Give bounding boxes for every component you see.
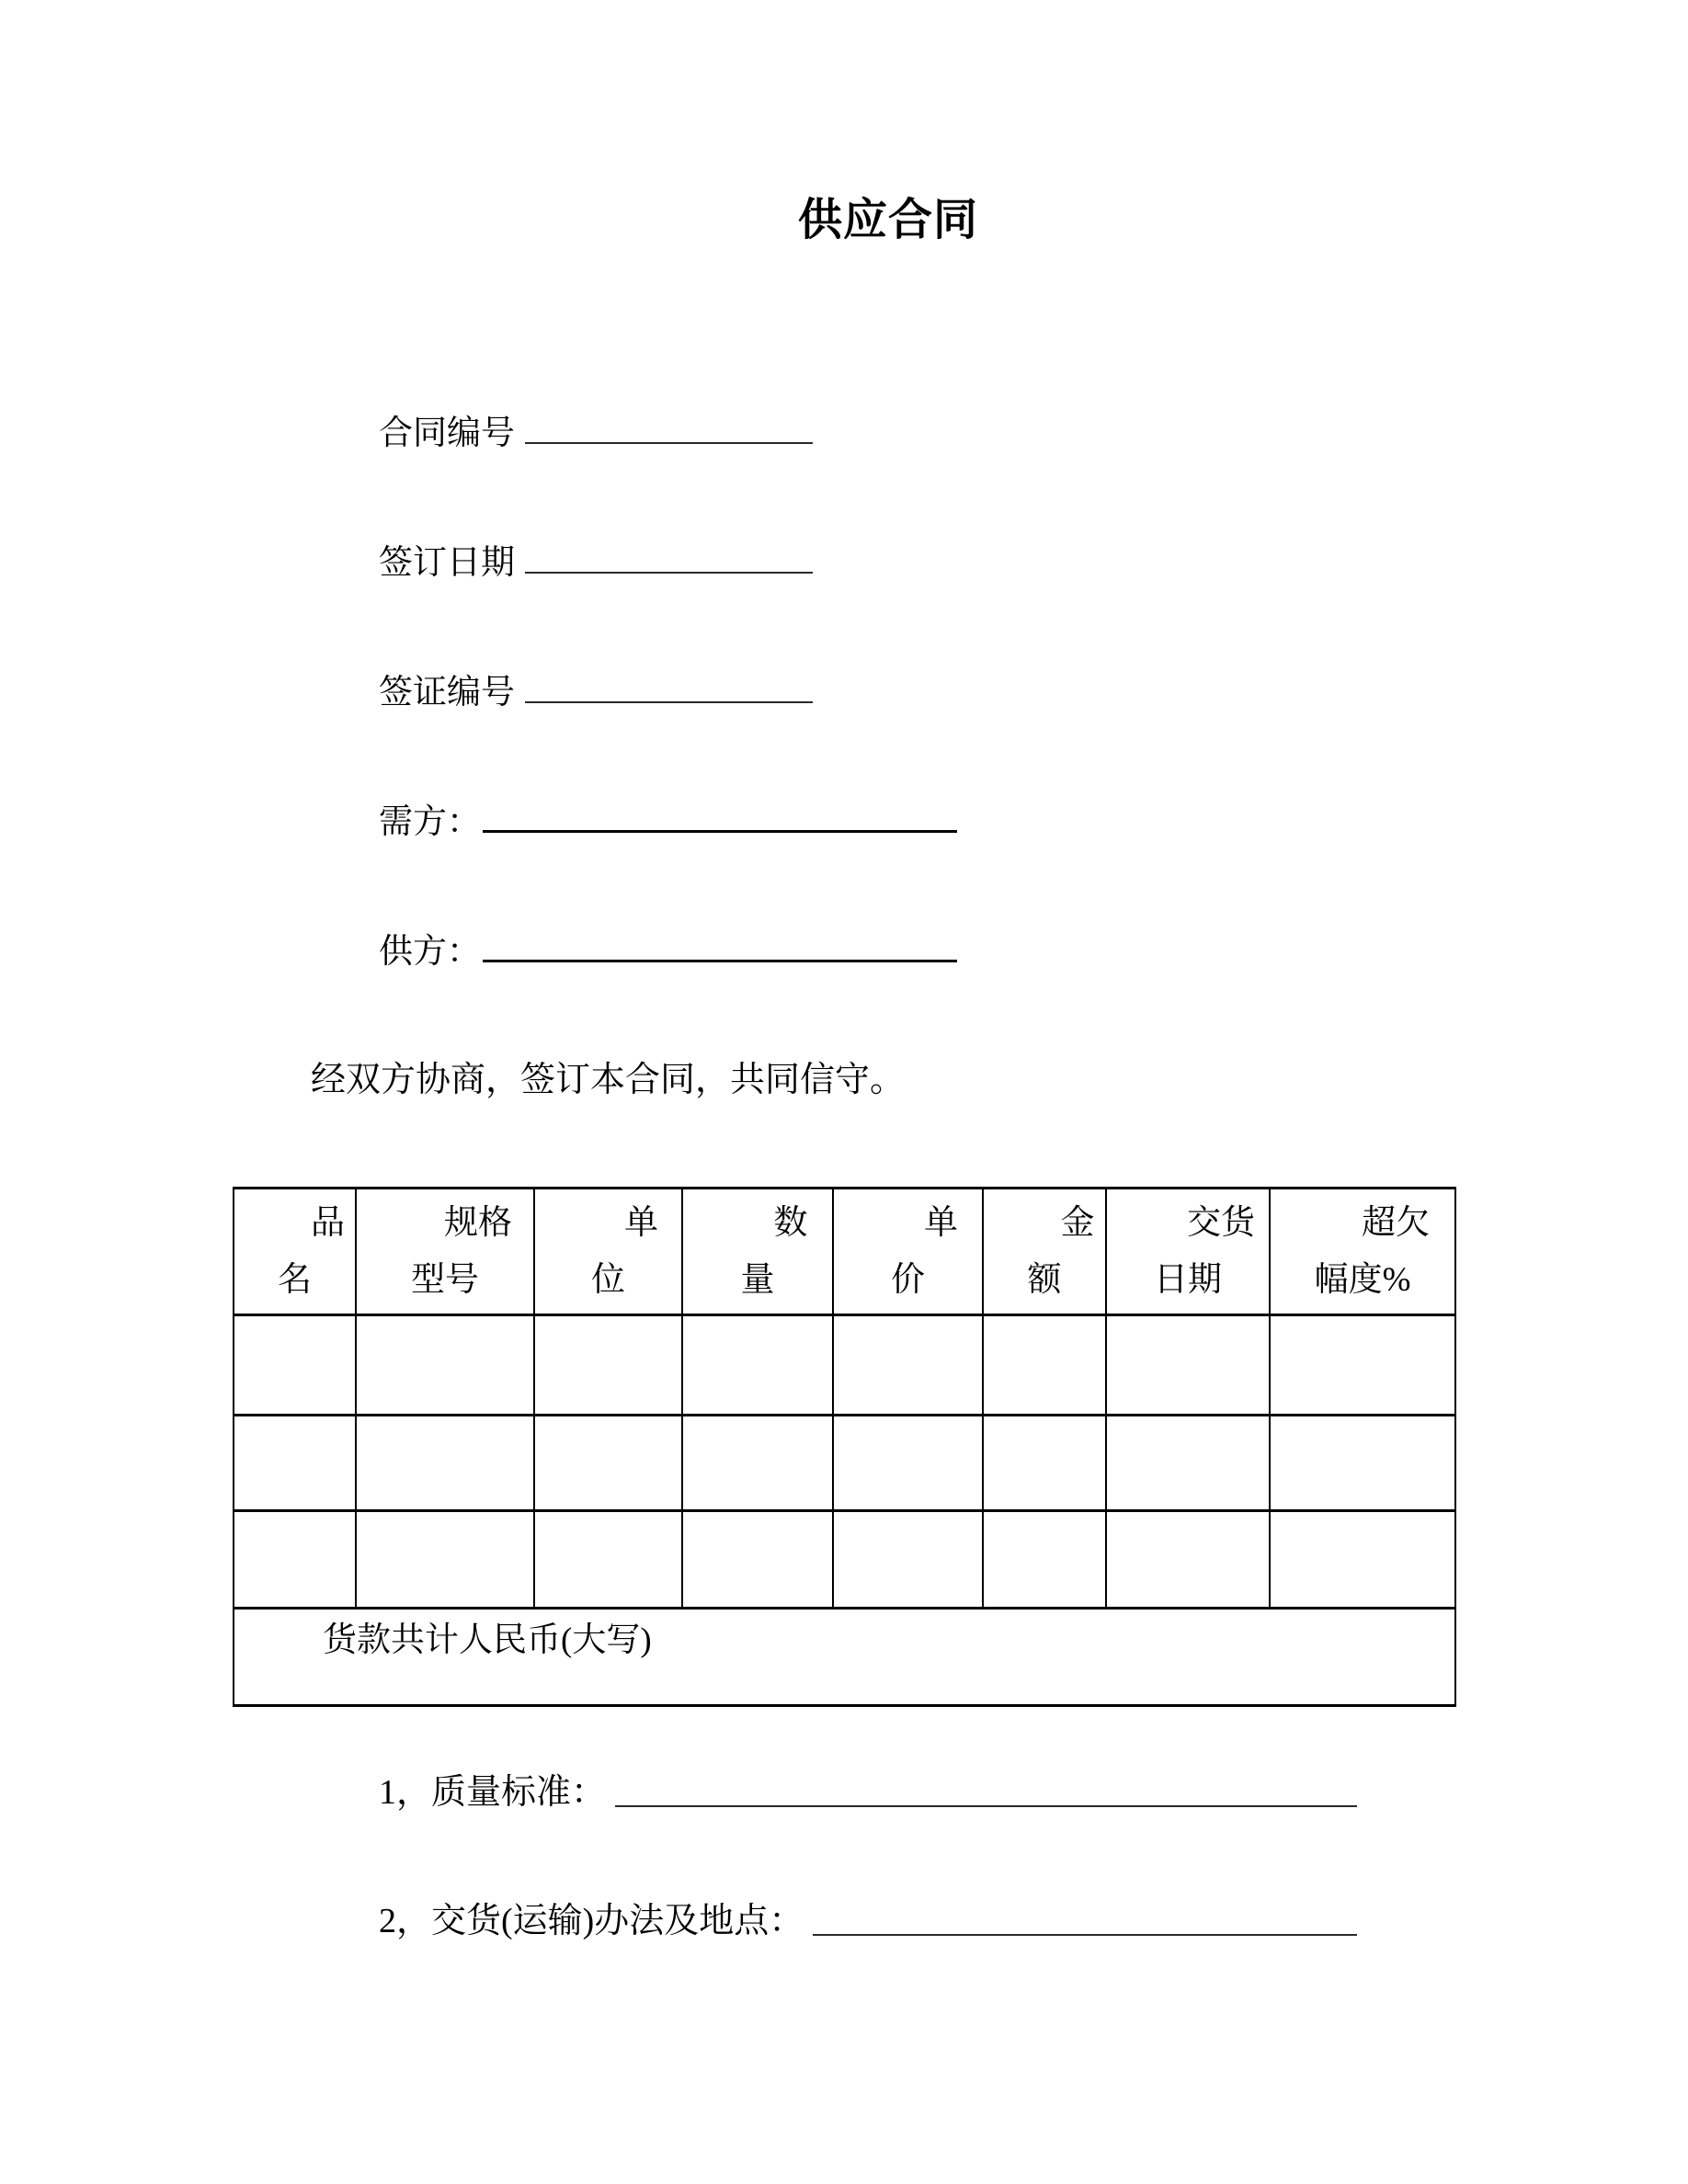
intro-text: 经双方协商，签订本合同，共同信守。	[311, 1061, 906, 1099]
total-amount-label: 货款共计人民币(大写)	[323, 1621, 652, 1659]
table-cell[interactable]	[534, 1315, 682, 1416]
table-cell[interactable]	[983, 1511, 1106, 1609]
table-cell[interactable]	[234, 1315, 356, 1416]
supplier-label: 供方：	[379, 933, 481, 971]
demander-label: 需方：	[379, 803, 481, 841]
table-header-row	[234, 1189, 1455, 1315]
col-quantity: 数 量	[682, 1189, 833, 1315]
table-total-row	[234, 1609, 1455, 1706]
total-amount-cell[interactable]	[234, 1609, 1455, 1706]
clause-delivery-method-label: 2，交货(运输)办法及地点：	[379, 1902, 804, 1940]
table-cell[interactable]	[983, 1315, 1106, 1416]
table-cell[interactable]	[1106, 1315, 1270, 1416]
demander-blank[interactable]	[483, 828, 957, 833]
table-cell[interactable]	[1106, 1416, 1270, 1511]
table-cell[interactable]	[534, 1416, 682, 1511]
field-contract-number	[379, 412, 813, 456]
table-cell[interactable]	[682, 1511, 833, 1609]
table-cell[interactable]	[833, 1315, 983, 1416]
supplier-blank[interactable]	[483, 958, 957, 962]
clause-quality-standard-label: 1，质量标准：	[379, 1773, 607, 1812]
table-cell[interactable]	[983, 1416, 1106, 1511]
table-cell[interactable]	[1270, 1315, 1455, 1416]
sign-date-label: 签订日期	[379, 544, 515, 582]
table-cell[interactable]	[1106, 1511, 1270, 1609]
table-cell[interactable]	[234, 1416, 356, 1511]
field-sign-date	[379, 541, 813, 586]
col-amount: 金 额	[983, 1189, 1106, 1315]
clause-delivery-method-blank[interactable]	[813, 1932, 1357, 1936]
sign-date-blank[interactable]	[525, 570, 813, 574]
col-over-short-percent: 超欠 幅度%	[1270, 1189, 1455, 1315]
table-cell[interactable]	[833, 1416, 983, 1511]
contract-number-blank[interactable]	[525, 440, 813, 444]
table-cell[interactable]	[1270, 1511, 1455, 1609]
table-cell[interactable]	[234, 1511, 356, 1609]
goods-table	[233, 1187, 1456, 1707]
table-cell[interactable]	[356, 1315, 534, 1416]
table-row	[234, 1416, 1455, 1511]
table-cell[interactable]	[682, 1315, 833, 1416]
col-unit: 单 位	[534, 1189, 682, 1315]
page-title: 供应合同	[797, 196, 978, 245]
table-cell[interactable]	[534, 1511, 682, 1609]
field-supplier	[379, 930, 957, 974]
col-delivery-date: 交货 日期	[1106, 1189, 1270, 1315]
visa-number-blank[interactable]	[525, 700, 813, 703]
clause-delivery-method	[379, 1899, 1357, 1943]
visa-number-label: 签证编号	[379, 674, 515, 711]
table-row	[234, 1511, 1455, 1609]
table-cell[interactable]	[833, 1511, 983, 1609]
table-cell[interactable]	[682, 1416, 833, 1511]
col-spec-model: 规格 型号	[356, 1189, 534, 1315]
table-cell[interactable]	[356, 1511, 534, 1609]
table-row	[234, 1315, 1455, 1416]
field-demander	[379, 801, 957, 845]
table-cell[interactable]	[1270, 1416, 1455, 1511]
col-product-name: 品 名	[234, 1189, 356, 1315]
col-unit-price: 单 价	[833, 1189, 983, 1315]
field-visa-number	[379, 671, 813, 715]
clause-quality-standard-blank[interactable]	[615, 1803, 1357, 1807]
clause-quality-standard	[379, 1770, 1357, 1814]
table-cell[interactable]	[356, 1416, 534, 1511]
contract-number-label: 合同编号	[379, 415, 515, 452]
